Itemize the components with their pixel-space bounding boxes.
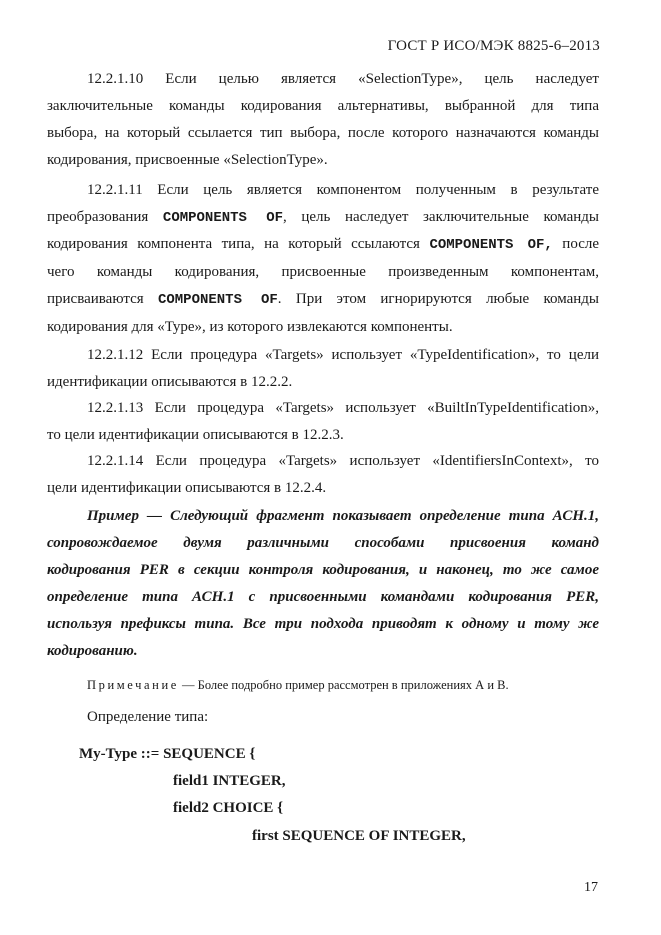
code-keyword: COMPONENTS OF [157, 292, 278, 308]
paragraph-12-2-1-12-line-1: 12.2.1.12 Если процедура «Targets» использует «TypeIdentification», то цели [87, 347, 599, 363]
paragraph-12-2-1-11-line-3 [47, 231, 599, 259]
paragraph-12-2-1-14-line-2: цели идентификации описываются в 12.2.4. [47, 480, 327, 496]
code-line-2: field1 INTEGER, [173, 773, 286, 789]
text-span: . При этом игнорируются любые команды [277, 291, 599, 307]
paragraph-12-2-1-14-line-1: 12.2.1.14 Если процедура «Targets» использует «IdentifiersInContext», то [87, 453, 599, 469]
page-number: 17 [584, 880, 598, 895]
paragraph-12-2-1-10-line-1: 12.2.1.10 Если целью является «SelectionType», цель наследует [87, 71, 599, 87]
example-line-4: определение типа АСН.1 с присвоенными командами кодирования PER, [47, 589, 599, 605]
code-line-4: first SEQUENCE OF INTEGER, [252, 828, 466, 844]
page-header: ГОСТ Р ИСО/МЭК 8825-6–2013 [387, 38, 600, 54]
example-line-5: используя префиксы типа. Все три подхода приводят к одному и тому же [47, 616, 599, 632]
example-line-3: кодирования PER в секции контроля кодирования, и наконец, то же самое [47, 562, 599, 578]
text-span: присваиваются [47, 291, 158, 307]
text-span: , цель наследует заключительные команды [283, 209, 600, 225]
note-label: Примечание [87, 678, 179, 692]
paragraph-12-2-1-11-line-6: кодирования для «Type», из которого извлекаются компоненты. [47, 319, 453, 335]
code-line-3: field2 CHOICE { [173, 800, 284, 816]
paragraph-12-2-1-11-line-5 [47, 286, 599, 314]
example-line-1: Пример — Следующий фрагмент показывает определение типа АСН.1, [87, 508, 599, 524]
text-span: после [552, 236, 600, 252]
paragraph-12-2-1-10-line-2: заключительные команды кодирования альтернативы, выбранной для типа [47, 98, 599, 114]
paragraph-12-2-1-13-line-2: то цели идентификации описываются в 12.2.3. [47, 427, 344, 443]
paragraph-12-2-1-11-line-4: чего команды кодирования, присвоенные произведенным компонентам, [47, 264, 599, 280]
paragraph-12-2-1-13-line-1: 12.2.1.13 Если процедура «Targets» использует «BuiltInTypeIdentification», [87, 400, 599, 416]
code-keyword: COMPONENTS OF, [429, 237, 553, 253]
paragraph-12-2-1-12-line-2: идентификации описываются в 12.2.2. [47, 374, 293, 390]
paragraph-12-2-1-10-line-3: выбора, на который ссылается тип выбора, после которого назначаются команды [47, 125, 599, 141]
example-line-2: сопровождаемое двумя различными способами присвоения команд [47, 535, 599, 551]
note-text: — Более подробно пример рассмотрен в приложениях А и В. [178, 678, 509, 692]
paragraph-12-2-1-11-line-1: 12.2.1.11 Если цель является компонентом полученным в результате [87, 182, 599, 198]
paragraph-12-2-1-10-line-4: кодирования, присвоенные «SelectionType». [47, 152, 328, 168]
example-line-6: кодированию. [47, 643, 138, 659]
note [87, 676, 509, 694]
text-span: преобразования [47, 209, 163, 225]
code-keyword: COMPONENTS OF [162, 210, 283, 226]
text-span: кодирования компонента типа, на который ссылаются [47, 236, 430, 252]
paragraph-12-2-1-11-line-2 [47, 204, 599, 232]
code-line-1: My-Type ::= SEQUENCE { [79, 746, 256, 762]
definition-label: Определение типа: [87, 709, 209, 725]
